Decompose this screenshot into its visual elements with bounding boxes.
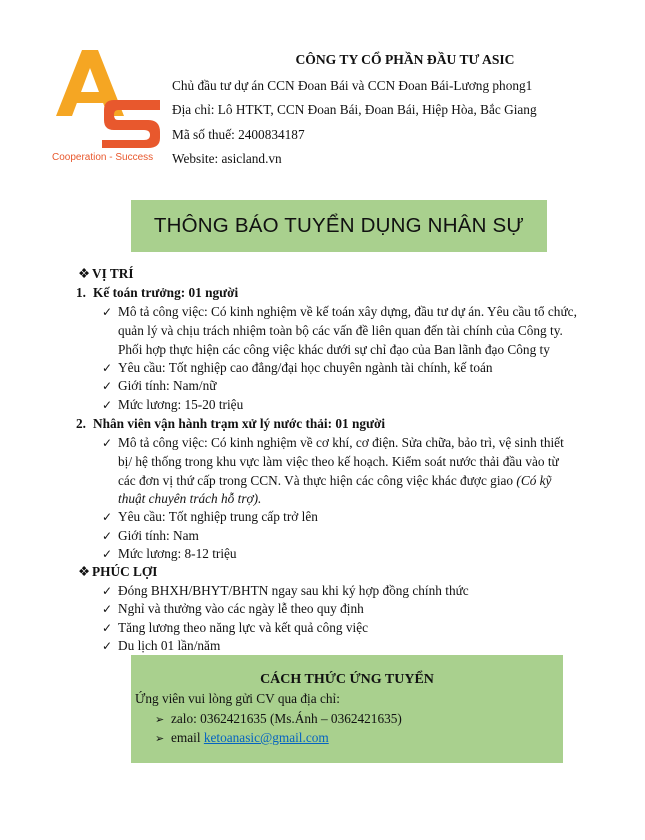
recruitment-banner [131,200,547,252]
job-2-desc-line-3b: (Có kỹ [516,473,552,488]
job-2-description-cont3 [102,490,590,508]
job-2-gender [102,527,590,545]
benefit-text: Đóng BHXH/BHYT/BHTN ngay sau khi ký hợp đồng chính thức [118,583,469,598]
company-address: Địa chỉ: Lô HTKT, CCN Đoan Bái, Đoan Bái, Hiệp Hòa, Bắc Giang [172,102,537,118]
check-icon: ✓ [102,547,113,561]
job-1-desc-line-1: Mô tả công việc: Có kinh nghiệm về kế toán xây dựng, đầu tư dự án. Yêu cầu tổ chức, [118,304,577,319]
check-icon: ✓ [102,379,113,393]
job-2-desc-line-2: bị/ hệ thống trong khu vực làm việc theo kế hoạch. Kiểm soát nước thải đầu vào từ [118,454,559,469]
job-1-title [76,284,238,302]
job-1-salary [102,396,590,414]
benefit-text: Du lịch 01 lần/năm [118,638,221,653]
job-2-desc-line-3 [118,472,590,490]
section-benefits-label: PHÚC LỢI [92,564,158,579]
company-website: Website: asicland.vn [172,151,282,167]
benefit-item [102,600,590,618]
job-2-desc-line-4 [118,490,590,508]
section-benefits [78,563,157,581]
job-2-description-cont2 [102,472,590,490]
job-1-requirement [102,359,590,377]
check-icon: ✓ [102,510,113,524]
apply-intro: Ứng viên vui lòng gửi CV qua địa chỉ: [135,691,340,706]
job-2-desc-line-1: Mô tả công việc: Có kinh nghiệm về cơ khí, cơ điện. Sửa chữa, bảo trì, vệ sinh thiết [118,435,564,450]
check-icon: ✓ [102,361,113,375]
logo-tagline: Cooperation - Success [52,152,154,163]
benefit-item [102,619,590,637]
apply-title: CÁCH THỨC ỨNG TUYỂN [260,672,434,687]
job-1-desc-line-3: Phối hợp thực hiện các công việc khác dưới sự chỉ đạo của Ban lãnh đạo Công ty [118,342,550,357]
job-1-desc-line-2: quản lý và chịu trách nhiệm toàn bộ các vấn đề liên quan đến tài chính của Công ty. [118,323,563,338]
job-1-gender-text: Giới tính: Nam/nữ [118,378,217,393]
apply-box [131,655,563,763]
check-icon: ✓ [102,621,113,635]
job-2-label: Nhân viên vận hành trạm xử lý nước thải: 01 người [93,416,386,431]
benefit-text: Nghỉ và thưởng vào các ngày lễ theo quy định [118,601,364,616]
email-label: email [171,730,204,745]
job-2-description [102,434,590,452]
job-1-label: Kế toán trưởng: 01 người [93,285,239,300]
benefit-item [102,582,590,600]
check-icon: ✓ [102,529,113,543]
job-2-requirement [102,508,590,526]
job-2-desc-line-4-italic: thuật chuyên trách hỗ trợ). [118,491,262,506]
job-1-gender [102,377,590,395]
job-1-requirement-text: Yêu cầu: Tốt nghiệp cao đẳng/đại học chuyên ngành tài chính, kế toán [118,360,493,375]
check-icon: ✓ [102,305,113,319]
company-owner: Chủ đầu tư dự án CCN Đoan Bái và CCN Đoan Bái-Lương phong1 [172,77,533,93]
arrow-bullet-icon: ➢ [155,713,165,726]
job-2-title [76,415,385,433]
check-icon: ✓ [102,602,113,616]
job-1-number: 1. [76,285,86,300]
job-2-description-cont [102,453,590,471]
job-2-number: 2. [76,416,86,431]
job-1-description-cont [102,322,590,340]
check-icon: ✓ [102,584,113,598]
company-info [172,48,622,172]
job-2-gender-text: Giới tính: Nam [118,528,199,543]
job-1-description [102,303,590,321]
job-2-salary [102,545,590,563]
banner-title: THÔNG BÁO TUYỂN DỤNG NHÂN SỰ [153,214,525,237]
company-logo [52,44,164,170]
apply-email [155,730,329,746]
company-tax-code: Mã số thuế: 2400834187 [172,126,305,142]
apply-zalo [155,711,402,727]
job-2-salary-text: Mức lương: 8-12 triệu [118,546,237,561]
diamond-bullet-icon: ❖ [78,266,90,281]
zalo-contact: zalo: 0362421635 (Ms.Ánh – 0362421635) [171,711,402,726]
asic-logo-icon [52,44,164,152]
job-2-requirement-text: Yêu cầu: Tốt nghiệp trung cấp trở lên [118,509,318,524]
section-position [78,265,134,283]
company-name: CÔNG TY CỔ PHẦN ĐẦU TƯ ASIC [295,52,515,67]
benefit-item [102,637,590,655]
check-icon: ✓ [102,398,113,412]
diamond-bullet-icon: ❖ [78,564,90,579]
benefit-text: Tăng lương theo năng lực và kết quả công việc [118,620,368,635]
job-2-desc-line-3a: các đơn vị thứ cấp trong CCN. Và thực hiện các công việc khác được giao [118,473,517,488]
email-link[interactable]: ketoanasic@gmail.com [203,730,329,745]
section-position-label: VỊ TRÍ [92,266,134,281]
job-1-salary-text: Mức lương: 15-20 triệu [118,397,244,412]
arrow-bullet-icon: ➢ [155,732,165,745]
check-icon: ✓ [102,639,113,653]
job-1-description-cont2 [102,341,590,359]
check-icon: ✓ [102,436,113,450]
